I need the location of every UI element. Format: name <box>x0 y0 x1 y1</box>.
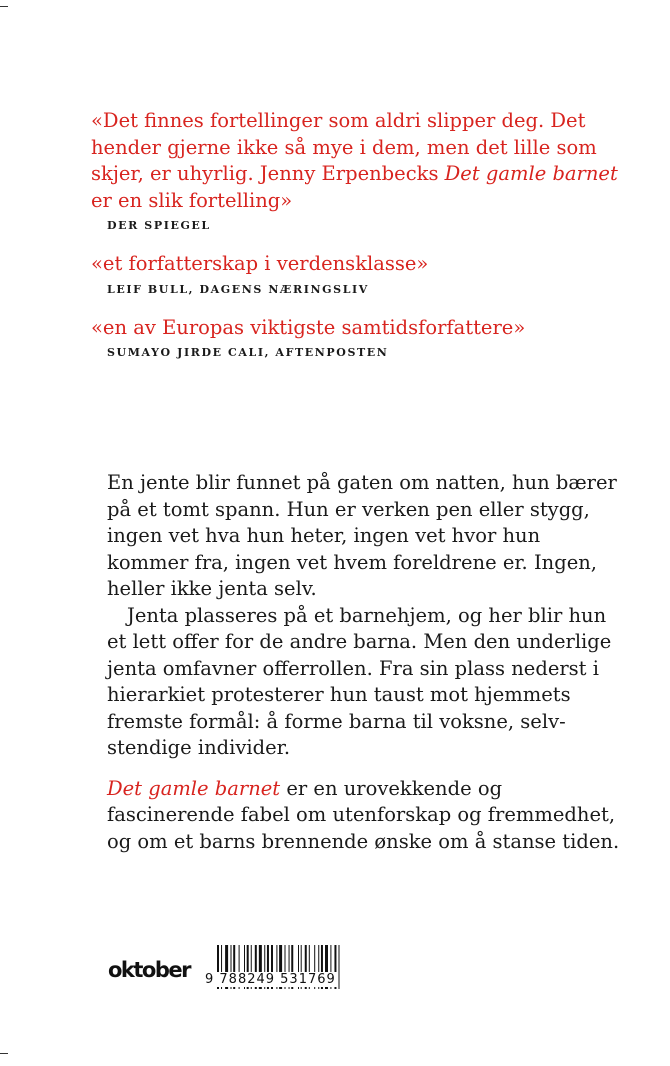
crop-mark-bottom <box>0 1053 8 1054</box>
quote-text: «en av Europas viktigste samtidsforfattere» <box>91 315 526 339</box>
quote-text <box>91 108 621 214</box>
blurb-paragraph-3 <box>107 776 627 856</box>
publisher-logo: oktober <box>108 958 190 982</box>
quote-source: SUMAYO JIRDE CALI, AFTENPOSTEN <box>107 346 389 359</box>
blurb-text: er en urovekkende og fascinerende fabel om utenforskap og fremmedhet, og om et barns brennende ønske om å stanse tiden. <box>107 776 620 853</box>
quote-text-part: «Det finnes fortellinger som aldri slipper deg. Det hender gjerne ikke så mye i dem, men det lille som skjer, er uhyrlig. Jenny Erpenbecks <box>91 109 597 185</box>
quote-3 <box>91 315 621 361</box>
crop-mark-top <box>0 6 8 7</box>
quote-2 <box>91 251 621 297</box>
book-blurb <box>107 470 627 855</box>
review-quotes <box>91 108 621 360</box>
quote-1 <box>91 108 621 233</box>
quote-text-part: er en slik fortelling» <box>91 188 293 212</box>
quote-book-title: Det gamle barnet <box>444 162 618 185</box>
blurb-book-title: Det gamle barnet <box>107 776 281 800</box>
blurb-paragraph-1: En jente blir funnet på gaten om natten, hun bærer på et tomt spann. Hun er verken pen eller stygg, ingen vet hva hun heter, ingen vet hvor hun kommer fra, ingen vet hvem foreldrene er. Ingen, heller ikke jenta selv. <box>107 471 617 600</box>
quote-text: «et forfatterskap i verdensklasse» <box>91 252 429 275</box>
blurb-paragraph-2: Jenta plasseres på et barnehjem, og her blir hun et lett offer for de andre barna. Men den underlige jenta omfavner offerrollen. Fra sin plass nederst i hierarkiet protesterer hun taust mot hjemmets fremste formål: å forme barna til voksne, selv-stendige individer. <box>107 603 612 759</box>
quote-source: DER SPIEGEL <box>107 219 211 232</box>
isbn-barcode <box>199 945 389 995</box>
quote-source: LEIF BULL, DAGENS NÆRINGSLIV <box>107 282 369 296</box>
isbn-digits: 9 788249 531769 <box>205 972 336 987</box>
